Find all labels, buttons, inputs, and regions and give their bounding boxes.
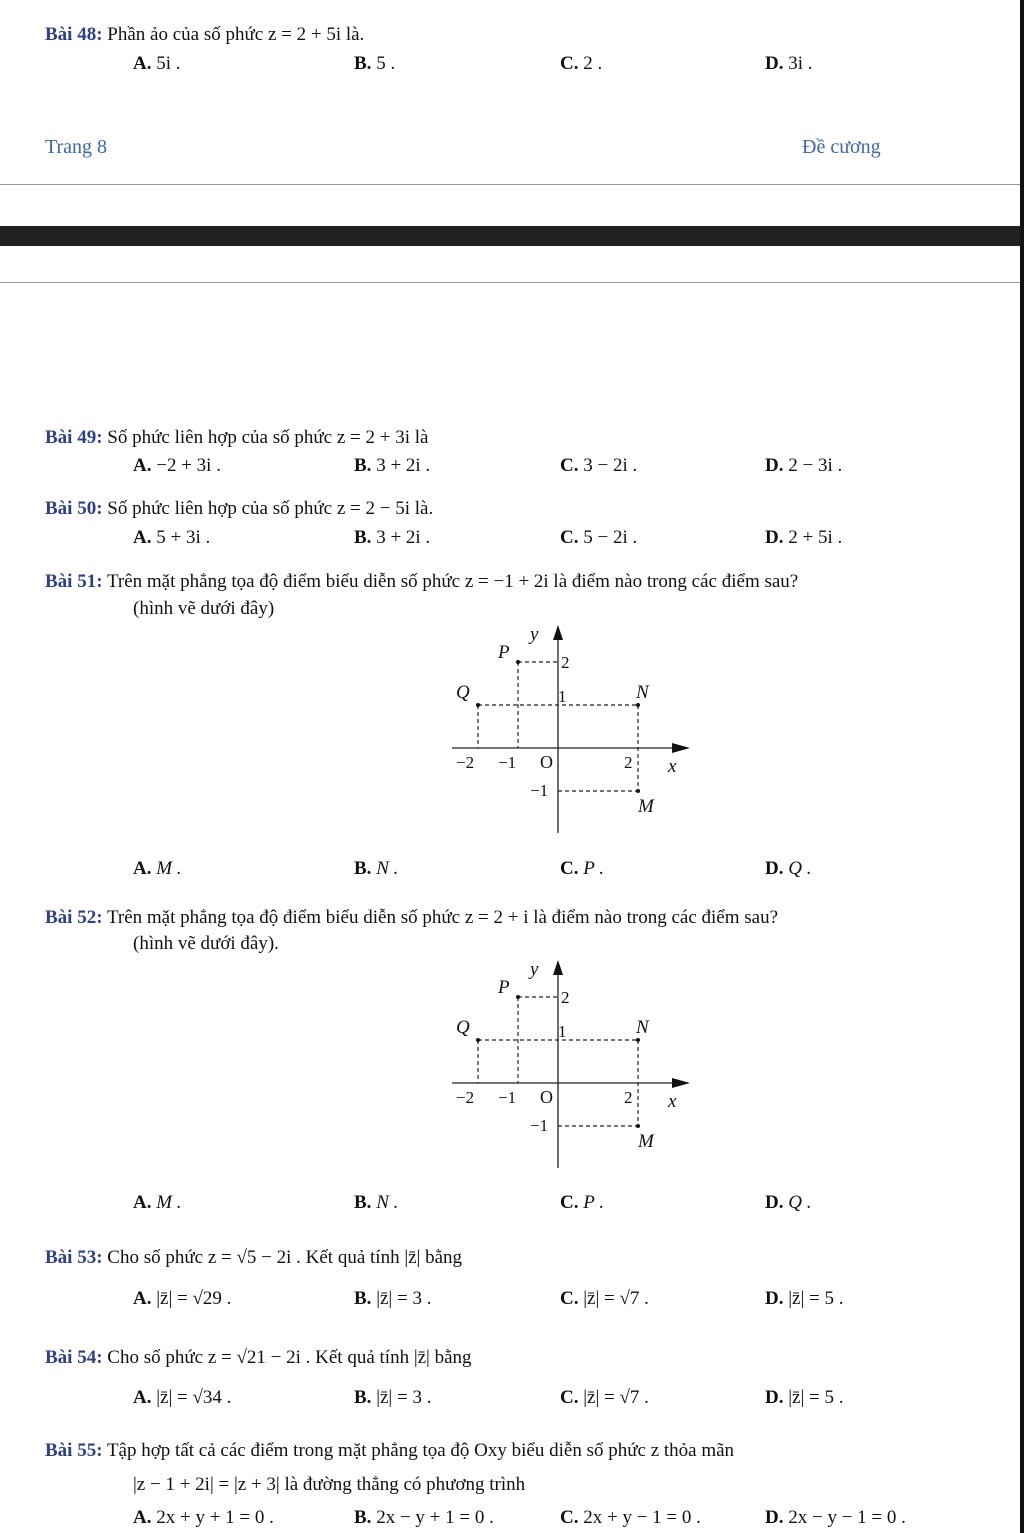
page-edge [1020,0,1024,1533]
question-text: Phần ảo của số phức z = 2 + 5i là. [107,24,365,45]
option-a: A. 5 + 3i . [133,527,211,548]
option-c: C. 2 . [560,53,603,74]
option-d: D. 3i . [765,53,813,74]
y-arrow [553,960,563,975]
option-a: A. M . [133,858,182,879]
tick-neg1: −1 [498,1088,517,1107]
question-subtext: |z − 1 + 2i| = |z + 3| là đường thẳng có phương trình [133,1474,526,1495]
label-m: M [638,796,654,817]
label-n: N [636,1017,649,1038]
option-d: D. 2 − 3i . [765,455,843,476]
tick-y2: 2 [561,653,570,672]
tick-neg1: −1 [498,753,517,772]
point-n [636,1038,640,1042]
point-q [476,703,480,707]
option-b: B. |z̄| = 3 . [354,1288,432,1309]
point-p [516,995,520,999]
option-c: C. P . [560,1192,604,1213]
question-number: Bài 50: [45,498,103,519]
option-b: B. 2x − y + 1 = 0 . [354,1507,494,1528]
question-text: Tập hợp tất cả các điểm trong mặt phẳng tọa độ Oxy biểu diễn số phức z thỏa mãn [106,1440,735,1461]
option-c: C. P . [560,858,604,879]
option-d: D. 2 + 5i . [765,527,843,548]
option-b: B. N . [354,858,399,879]
option-b: B. 3 + 2i . [354,455,431,476]
question-53 [45,1247,462,1269]
label-n: N [636,682,649,703]
x-arrow [672,1078,690,1088]
question-text: Cho số phức z = √5 − 2i . Kết quả tính |z̄| bằng [107,1247,463,1268]
option-b: B. 5 . [354,53,396,74]
option-b: B. 3 + 2i . [354,527,431,548]
y-arrow [553,625,563,640]
coordinate-figure [440,955,700,1181]
label-p: P [498,642,510,663]
question-50 [45,498,433,520]
question-text: Số phức liên hợp của số phức z = 2 + 3i là [107,427,429,448]
page-number: Trang 8 [45,136,108,158]
tick-x2: 2 [624,1088,633,1107]
question-subtext: (hình vẽ dưới đây). [133,933,279,954]
question-text: Trên mặt phẳng tọa độ điểm biểu diễn số phức z = 2 + i là điểm nào trong các điểm sau? [106,907,779,928]
x-axis-label: x [668,756,677,777]
y-axis-label: y [530,959,539,980]
x-arrow [672,743,690,753]
tick-y1: 1 [558,1022,567,1041]
point-q [476,1038,480,1042]
option-d: D. 2x − y − 1 = 0 . [765,1507,906,1528]
point-m [636,789,640,793]
question-51 [45,571,798,593]
option-c: C. 5 − 2i . [560,527,638,548]
point-m [636,1124,640,1128]
tick-neg2: −2 [456,753,475,772]
option-a: A. |z̄| = √29 . [133,1288,232,1309]
page-break-bar [0,226,1020,246]
tick-y1: 1 [558,687,567,706]
point-p [516,660,520,664]
divider [0,282,1020,283]
question-55 [45,1440,734,1462]
option-d: D. |z̄| = 5 . [765,1288,844,1309]
question-text: Cho số phức z = √21 − 2i . Kết quả tính |z̄| bằng [107,1347,472,1368]
question-subtext: (hình vẽ dưới đây) [133,598,275,619]
y-axis-label: y [530,624,539,645]
question-54 [45,1347,472,1369]
question-number: Bài 55: [45,1440,103,1461]
tick-y2: 2 [561,988,570,1007]
option-c: C. |z̄| = √7 . [560,1387,649,1408]
option-d: D. |z̄| = 5 . [765,1387,844,1408]
question-48 [45,24,364,46]
origin-label: O [540,1087,553,1107]
label-q: Q [456,1017,470,1038]
option-b: B. N . [354,1192,399,1213]
divider [0,184,1020,185]
question-number: Bài 54: [45,1347,103,1368]
label-m: M [638,1131,654,1152]
tick-yneg1: −1 [530,781,549,800]
label-q: Q [456,682,470,703]
question-number: Bài 53: [45,1247,103,1268]
x-axis-label: x [668,1091,677,1112]
option-a: A. M . [133,1192,182,1213]
option-a: A. −2 + 3i . [133,455,221,476]
question-text: Trên mặt phẳng tọa độ điểm biểu diễn số phức z = −1 + 2i là điểm nào trong các điểm sau? [106,571,799,592]
question-number: Bài 52: [45,907,103,928]
option-d: D. Q . [765,1192,812,1213]
option-a: A. 2x + y + 1 = 0 . [133,1507,274,1528]
option-d: D. Q . [765,858,812,879]
footer-title: Đề cương [802,136,881,158]
question-number: Bài 51: [45,571,103,592]
option-b: B. |z̄| = 3 . [354,1387,432,1408]
option-a: A. 5i . [133,53,181,74]
question-52 [45,907,778,929]
option-a: A. |z̄| = √34 . [133,1387,232,1408]
tick-x2: 2 [624,753,633,772]
origin-label: O [540,752,553,772]
point-n [636,703,640,707]
option-c: C. |z̄| = √7 . [560,1288,649,1309]
tick-yneg1: −1 [530,1116,549,1135]
coordinate-figure [440,620,700,846]
label-p: P [498,977,510,998]
option-c: C. 2x + y − 1 = 0 . [560,1507,701,1528]
question-49 [45,427,428,449]
option-c: C. 3 − 2i . [560,455,638,476]
tick-neg2: −2 [456,1088,475,1107]
question-text: Số phức liên hợp của số phức z = 2 − 5i là. [107,498,434,519]
question-number: Bài 48: [45,24,103,45]
question-number: Bài 49: [45,427,103,448]
